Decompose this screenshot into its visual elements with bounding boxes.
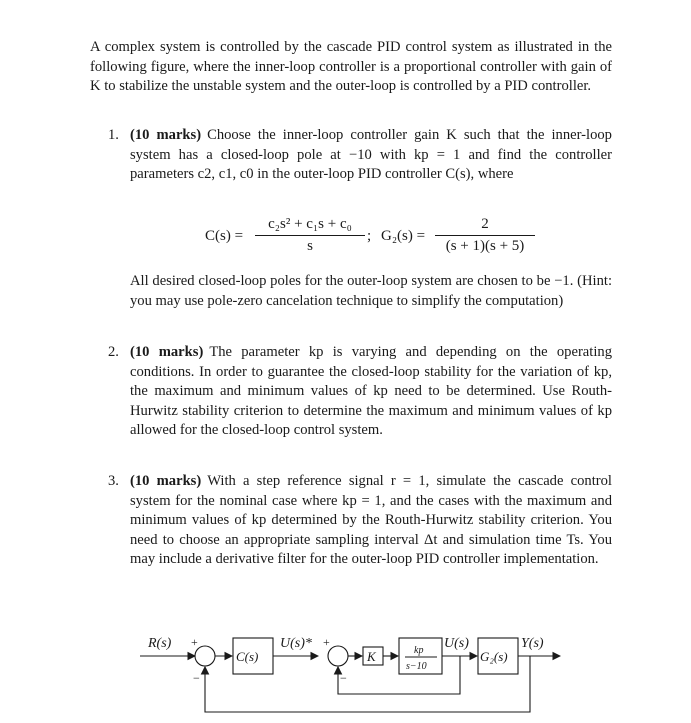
eq-separator: ; bbox=[367, 228, 372, 244]
plant-denominator: s−10 bbox=[406, 661, 427, 672]
c-block-label: C(s) bbox=[236, 649, 259, 664]
summing-junction-2 bbox=[328, 646, 348, 666]
eq-c-fraction bbox=[255, 216, 365, 255]
signal-r-label: R(s) bbox=[148, 636, 172, 651]
question-2-marks: (10 marks) bbox=[130, 344, 204, 360]
eq-g-numerator: 2 bbox=[435, 216, 535, 236]
eq-g-fraction bbox=[435, 216, 535, 255]
intro-paragraph: A complex system is controlled by the cascade PID control system as illustrated in the following figure, where the inner-loop controller is a proportional controller with gain of K to stabilize the unstable system and the outer-loop is controlled by a PID controller. bbox=[90, 39, 612, 95]
equation-block bbox=[205, 216, 535, 260]
signal-ustar-label: U(s)* bbox=[280, 636, 312, 651]
question-2-text: The parameter kp is varying and depending on the operating conditions. In order to guarantee the closed-loop stability for the variation of kp, the maximum and minimum values of kp need to be determined. Use Routh-Hurwitz stability criterion to determine the maximum and minimum values of kp allowed for the closed-loop control system. bbox=[130, 344, 612, 439]
question-1-after bbox=[108, 272, 612, 311]
question-1 bbox=[108, 126, 612, 185]
k-block-label: K bbox=[367, 649, 376, 664]
signal-y-label: Y(s) bbox=[521, 636, 544, 651]
eq-c-numerator: c₂s² + c₁s + c₀ bbox=[255, 216, 365, 236]
question-1-after-text: All desired closed-loop poles for the outer-loop system are chosen to be −1. (Hint: you may use pole-zero cancelation technique to simplify the computation) bbox=[130, 273, 612, 309]
eq-g-lhs: G₂(s) = bbox=[381, 228, 426, 244]
summing-junction-1 bbox=[195, 646, 215, 666]
question-3 bbox=[108, 472, 612, 570]
g2-block-label: G₂(s) bbox=[480, 649, 508, 664]
question-2-number: 2. bbox=[108, 344, 119, 360]
eq-c-denominator: s bbox=[307, 238, 313, 254]
question-3-marks: (10 marks) bbox=[130, 473, 202, 489]
question-3-number: 3. bbox=[108, 473, 119, 489]
junction-2-minus: − bbox=[340, 671, 347, 685]
eq-g-denominator: (s + 1)(s + 5) bbox=[445, 238, 525, 254]
question-1-marks: (10 marks) bbox=[130, 127, 202, 143]
question-3-text: With a step reference signal r = 1, simulate the cascade control system for the nominal case where kp = 1, and the cases with the maximum and minimum values of kp determined by the Routh-Hurwitz stability criterion. You need to choose an appropriate sampling interval Δt and simulation time Ts. You may include a derivative filter for the outer-loop PID controller implementation. bbox=[130, 473, 612, 568]
question-1-number: 1. bbox=[108, 127, 119, 143]
junction-1-minus: − bbox=[193, 671, 200, 685]
eq-c-lhs: C(s) = bbox=[205, 228, 244, 244]
plant-numerator: kp bbox=[414, 645, 424, 656]
question-2 bbox=[108, 343, 612, 441]
junction-2-plus: + bbox=[323, 635, 330, 649]
question-1-text: Choose the inner-loop controller gain K such that the inner-loop system has a closed-loop pole at −10 with kp = 1 and find the controller parameters c2, c1, c0 in the outer-loop PID controller C(s), where bbox=[130, 127, 612, 183]
block-diagram bbox=[0, 620, 691, 720]
junction-1-plus: + bbox=[191, 635, 198, 649]
signal-u-label: U(s) bbox=[444, 636, 469, 651]
